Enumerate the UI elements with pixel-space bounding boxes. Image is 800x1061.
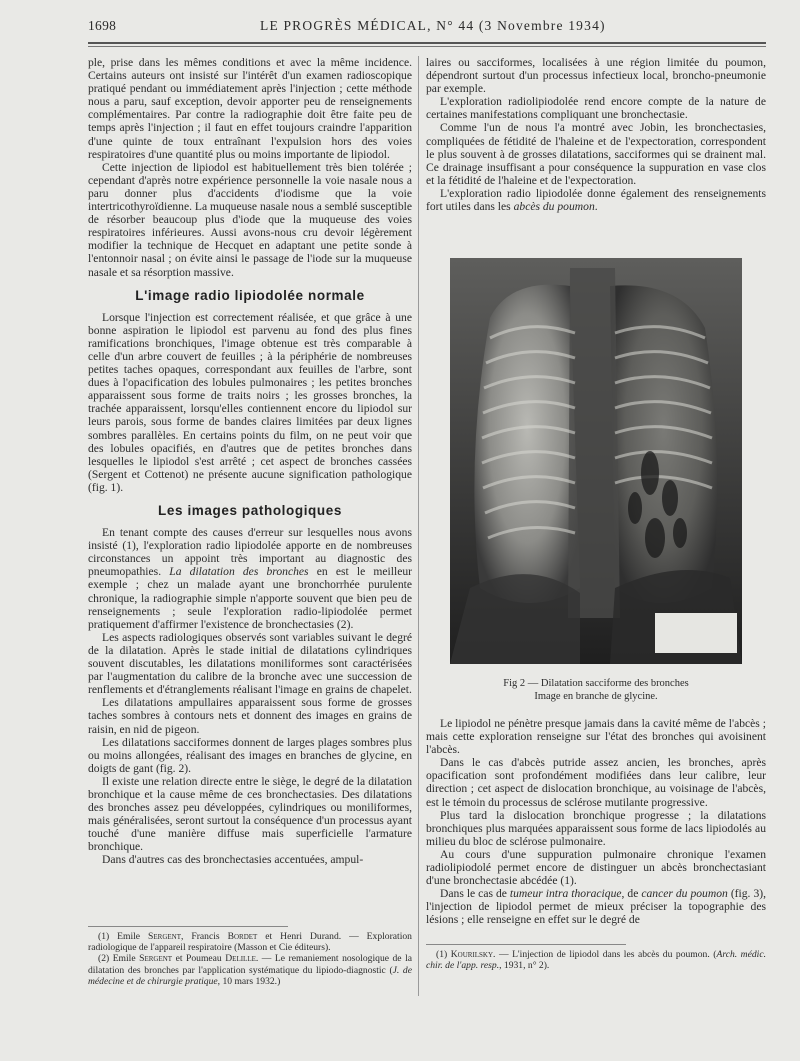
- paragraph: Dans d'autres cas des bronchectasies accentuées, ampul-: [102, 853, 364, 867]
- italic-text: Arch. médic. chir. de l'app. resp.: [426, 949, 766, 972]
- text-run: . — L'injection de lipiodol dans les abcès du poumon. (: [493, 949, 717, 960]
- running-header: [88, 18, 766, 40]
- text-run: (fig. 3), l'injection de lipiodol permet de mieux préciser la topographie des lésions ; elle renseigne en effet sur le degré de: [426, 887, 767, 927]
- paragraph: Les aspects radiologiques observés sont variables suivant le degré de la dilatation. Après le stade initial de dilatations cylindriques souvent discutables, les dilatations moniliformes sont caractérisées par l'augmentation du calibre de la bronche avec une succession de renflements et d'étranglements réalisant l'image en grains de chapelet.: [88, 630, 412, 697]
- text-run: (2) Emile: [98, 953, 140, 965]
- left-column: [88, 56, 412, 867]
- italic-text: cancer du poumon: [641, 887, 728, 901]
- paragraph: Dans le cas d'abcès putride assez ancien, les bronches, après opacification sont profondément modifiées dans leur calibre, leur direction ; cet aspect de dislocation bronchique, au voisinage de l'abcès, est le témoin du processus de sclérose mutilante progressive.: [426, 756, 766, 809]
- section-heading-pathologic: Les images pathologiques: [158, 503, 342, 518]
- paragraph: L'exploration radiolipiodolée rend encore compte de la nature de certaines manifestations compliquant une bronchectasie.: [426, 95, 766, 122]
- paragraph: Le lipiodol ne pénètre presque jamais dans la cavité même de l'abcès ; mais cette exploration renseigne sur l'état des bronches qui avoisinent l'abcès.: [426, 717, 766, 757]
- figure-caption: [426, 677, 766, 703]
- paragraph: Comme l'un de nous l'a montré avec Jobin, les bronchectasies, compliquées de fétidité de l'haleine et de l'expectoration, correspondent le plus souvent à de grosses dilatations, sacciformes qui se drainent mal. Ce drainage insuffisant a pour conséquence la suppuration en vase clos et la fétidité de l'haleine et de l'expectoration.: [426, 121, 766, 187]
- page-number: 1698: [88, 18, 117, 33]
- right-column-top: [426, 56, 766, 213]
- journal-title: LE PROGRÈS MÉDICAL, N° 44 (3 Novembre 1934): [260, 18, 606, 33]
- text-run: (1) Emile: [98, 931, 149, 942]
- paragraph: laires ou sacciformes, localisées à une région limitée du poumon, dépendront surtout d'un processus infectieux local, broncho-pneumonie par exemple.: [426, 56, 766, 96]
- text-run: , 1931, n° 2).: [499, 960, 550, 972]
- text-run: (1): [436, 949, 451, 960]
- right-footnotes: [426, 949, 766, 971]
- right-column-bottom: [426, 717, 766, 927]
- figure-chest-xray: [450, 258, 742, 664]
- text-run: En tenant compte des causes d'erreur sur lesquelles nous avons insisté (1), l'exploration radio lipiodolée apporte en de nombreuses circonstances un appoint très important au diagnostic des pneumopathies.: [88, 526, 412, 579]
- paragraph: Au cours d'une suppuration pulmonaire chronique l'examen radiolipiodolé permet encore de distinguer un abcès bronchectasiant d'une bronchectasie abcédée (1).: [426, 847, 766, 888]
- text-run: L'exploration radio lipiodolée donne également des renseignements fort utiles dans les: [426, 186, 766, 214]
- text-run: .: [594, 200, 598, 214]
- text-run: Dans le cas de: [440, 887, 510, 901]
- author-name: Delille: [225, 953, 256, 965]
- caption-line: Image en branche de glycine.: [534, 691, 658, 702]
- footnote: [88, 953, 412, 987]
- footnote-rule: [88, 926, 288, 927]
- italic-text: J. de médecine et de chirurgie pratique: [88, 964, 412, 987]
- footnote: [426, 949, 766, 971]
- paragraph: Plus tard la dislocation bronchique progresse ; la dilatations bronchiques plus marquées apparaissent sous forme de lacs lipiodolés au milieu du bloc de sclérose pulmonaire.: [426, 808, 766, 848]
- italic-text: La dilatation des bronches: [169, 565, 309, 579]
- footnote: [88, 931, 412, 953]
- paragraph: Lorsque l'injection est correctement réalisée, et que grâce à une bonne aspiration le lipiodol est parvenu au fond des plus fines ramifications bronchiques, l'image obtenue est très comparable à celle d'un arbre couvert de feuilles ; à la périphérie de nombreuses petites taches opaques, correspondant aux feuilles de l'arbre, sont dues à l'opacification des lobules pulmonaires ; les petites bronches apparaissent sous forme de traits noirs ; les grosses bronches, la trachée apparaissent, lorsqu'elles contiennent encore du lipiodol sur leurs parois, sous forme de bandes claires limitées par deux lignes sombres parallèles. En certains points du film, on ne peut voir que des lobules opacifiés, en d'autres que de petites bronches dans lesquelles le lipiodol s'est arrêté ; cet aspect de bronches cassées (Sergent et Cottenot) ne présente aucune signification pathologique (fig. 1).: [88, 310, 412, 494]
- left-footnotes: [88, 931, 412, 987]
- caption-line: Fig 2 — Dilatation sacciforme des bronches: [503, 678, 689, 689]
- xray-image: [450, 258, 742, 664]
- paragraph: [426, 887, 766, 926]
- paragraph: Les dilatations sacciformes donnent de larges plages sombres plus ou moins allongées, réalisant des images en branches de glycine, en doigts de gant (fig. 2).: [88, 735, 412, 775]
- italic-text: tumeur intra thoracique: [509, 887, 622, 901]
- author-name: Sergent: [148, 931, 181, 942]
- text-run: et Henri Durand. — Exploration radiologique de l'appareil respiratoire (Masson et Cie éditeurs).: [88, 931, 412, 954]
- text-run: et Poumeau: [172, 953, 226, 965]
- paragraph: Il existe une relation directe entre le siège, le degré de la dilatation bronchique et la cause même de ces bronchectasies. Des dilatations des bronches assez peu développées, cylindriques ou moniliformes, mais généralisées, seront surtout la conséquence d'un processus ayant touché d'une manière diffuse mais superficielle l'armature bronchique.: [88, 774, 412, 854]
- author-name: Kourilsky: [450, 949, 494, 960]
- column-divider: [418, 56, 419, 996]
- author-name: Sergent: [139, 953, 173, 965]
- author-name: Bordet: [227, 931, 258, 942]
- text-run: , 10 mars 1932.): [217, 975, 281, 987]
- paragraph: Les dilatations ampullaires apparaissent sous forme de grosses taches sombres à contours nets et donnent des images en grains de raisin, en nid de pigeon.: [88, 696, 412, 736]
- italic-text: abcès du poumon: [513, 200, 595, 214]
- footnote-rule: [426, 944, 626, 945]
- header-rule: [88, 42, 766, 44]
- paragraph: ple, prise dans les mêmes conditions et avec la même incidence. Certains auteurs ont insisté sur l'intérêt d'un examen radioscopique pratiqué pendant ou immédiatement après l'injection ; cette méthode nous a paru, sauf exception, devoir apporter peu de renseignements complémentaires. Par contre la radiographie doit être faite peu de temps après l'injection ; il faut en effet toujours craindre l'apparition d'une quinte de toux entraînant l'expulsion hors des voies respiratoires d'une quantité plus ou moins importante de lipiodol.: [88, 56, 412, 161]
- text-run: en est le meilleur exemple ; chez un malade ayant une bronchorrhée purulente chronique, la radiographie simple n'apporte souvent que bien peu de renseignements ; seule l'exploration radio-lipiodolée permet pratiquement d'affirmer l'existence de bronchectasies (2).: [88, 565, 412, 631]
- text-run: , de: [621, 887, 642, 901]
- header-rule-thin: [88, 46, 766, 47]
- paragraph: [426, 187, 766, 213]
- section-heading-normal: L'image radio lipiodolée normale: [135, 287, 365, 303]
- text-run: , Francis: [181, 931, 228, 942]
- text-run: . — Le remaniement nosologique de la dilatation des bronches par l'application systématique du lipiodo-diagnostic (: [88, 953, 412, 976]
- paragraph: Cette injection de lipiodol est habituellement très bien tolérée ; cependant d'après notre expérience personnelle la voie nasale nous a paru donner plus d'accidents d'iodisme que la voie intertricothyroïdienne. La muqueuse nasale nous a semblé susceptible de résorber beaucoup plus d'iode que la muqueuse des voies respiratoires inférieures. Aussi avons-nous cru devoir légèrement modifier la technique de Hecquet en adaptant une petite sonde à l'entonnoir nasal ; on évite ainsi le passage de l'iode sur la muqueuse nasale et sa résorption massive.: [88, 160, 412, 279]
- paragraph: [88, 526, 412, 631]
